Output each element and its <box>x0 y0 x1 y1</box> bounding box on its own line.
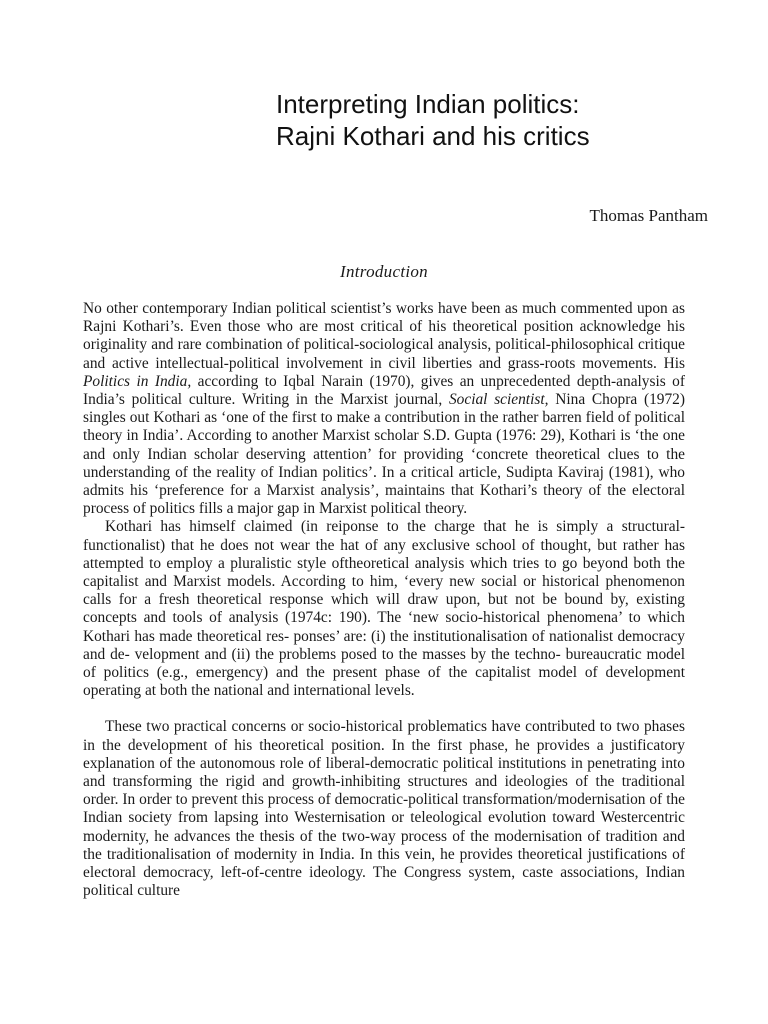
paragraph-3: These two practical concerns or socio-historical problematics have contributed to two phases in the development of his theoretical position. In the first phase, he provides a justificatory explanation of the autonomous role of liberal-democratic political institutions in penetrating into and transforming the rigid and growth-inhibiting structures and ideologies of the traditional order. In order to prevent this process of democratic-political transformation/modernisation of the Indian society from lapsing into Westernisation or teleological evolution toward Westercentric modernity, he advances the thesis of the two-way process of the modernisation of tradition and the traditionalisation of modernity in India. In this vein, he provides theoretical justifications of electoral democracy, left-of-centre ideology. The Congress system, caste associations, Indian political culture <box>83 718 685 900</box>
article-title <box>276 88 716 152</box>
title-line-2: Rajni Kothari and his critics <box>276 121 590 151</box>
paragraph-1-part-3: Nina Chopra (1972) singles out Kothari as ‘one of the first to make a contribution in the rather barren field of political theory in India’. According to another Marxist scholar S.D. Gupta (1976: 29), Kothari is ‘the one and only Indian scholar deserving attention’ for providing ‘concrete theoretical clues to the understanding of the reality of Indian politics’. In a critical article, Sudipta Kaviraj (1981), who admits his ‘preference for a Marxist analysis’, maintains that Kothari’s theory of the electoral process of politics fills a major gap in Marxist political theory. <box>83 391 685 518</box>
article-body <box>83 300 685 901</box>
title-line-1: Interpreting Indian politics: <box>276 89 580 119</box>
paragraph-1-part-1: No other contemporary Indian political scientist’s works have been as much commented upon as Rajni Kothari’s. Even those who are most critical of his theoretical position acknowledge his originality and rare combination of political-sociological analysis, political-philosophical critique and active intellectual-political involvement in civil liberties and grass-roots movements. His <box>83 300 685 372</box>
paragraph-1-part-2: according to Iqbal Narain (1970), gives an unprecedented depth-analysis of India’s political culture. Writing in the Marxist journal, <box>83 372 686 409</box>
paragraph-2: Kothari has himself claimed (in reiponse to the charge that he is simply a structural-functionalist) that he does not wear the hat of any exclusive school of thought, but rather has attempted to employ a pluralistic style oftheoretical analysis which tries to go beyond both the capitalist and Marxist models. According to him, ‘every new social or historical phenomenon calls for a fresh theoretical response which will draw upon, but not be bound by, existing concepts and tools of analysis (1974c: 190). The ‘new socio-historical phenomena’ to which Kothari has made theoretical res- ponses’ are: (i) the institutionalisation of nationalist democracy and de- velopment and (ii) the problems posed to the masses by the techno- bureaucratic model of politics (e.g., emergency) and the present phase of the capitalist model of development operating at both the national and international levels. <box>83 518 685 700</box>
paragraph-1 <box>83 300 685 518</box>
section-heading-introduction: Introduction <box>340 262 428 281</box>
author-name: Thomas Pantham <box>589 206 708 225</box>
book-title-politics-in-india: Politics in India, <box>83 372 192 390</box>
journal-title-social-scientist: Social scientist, <box>448 391 549 409</box>
